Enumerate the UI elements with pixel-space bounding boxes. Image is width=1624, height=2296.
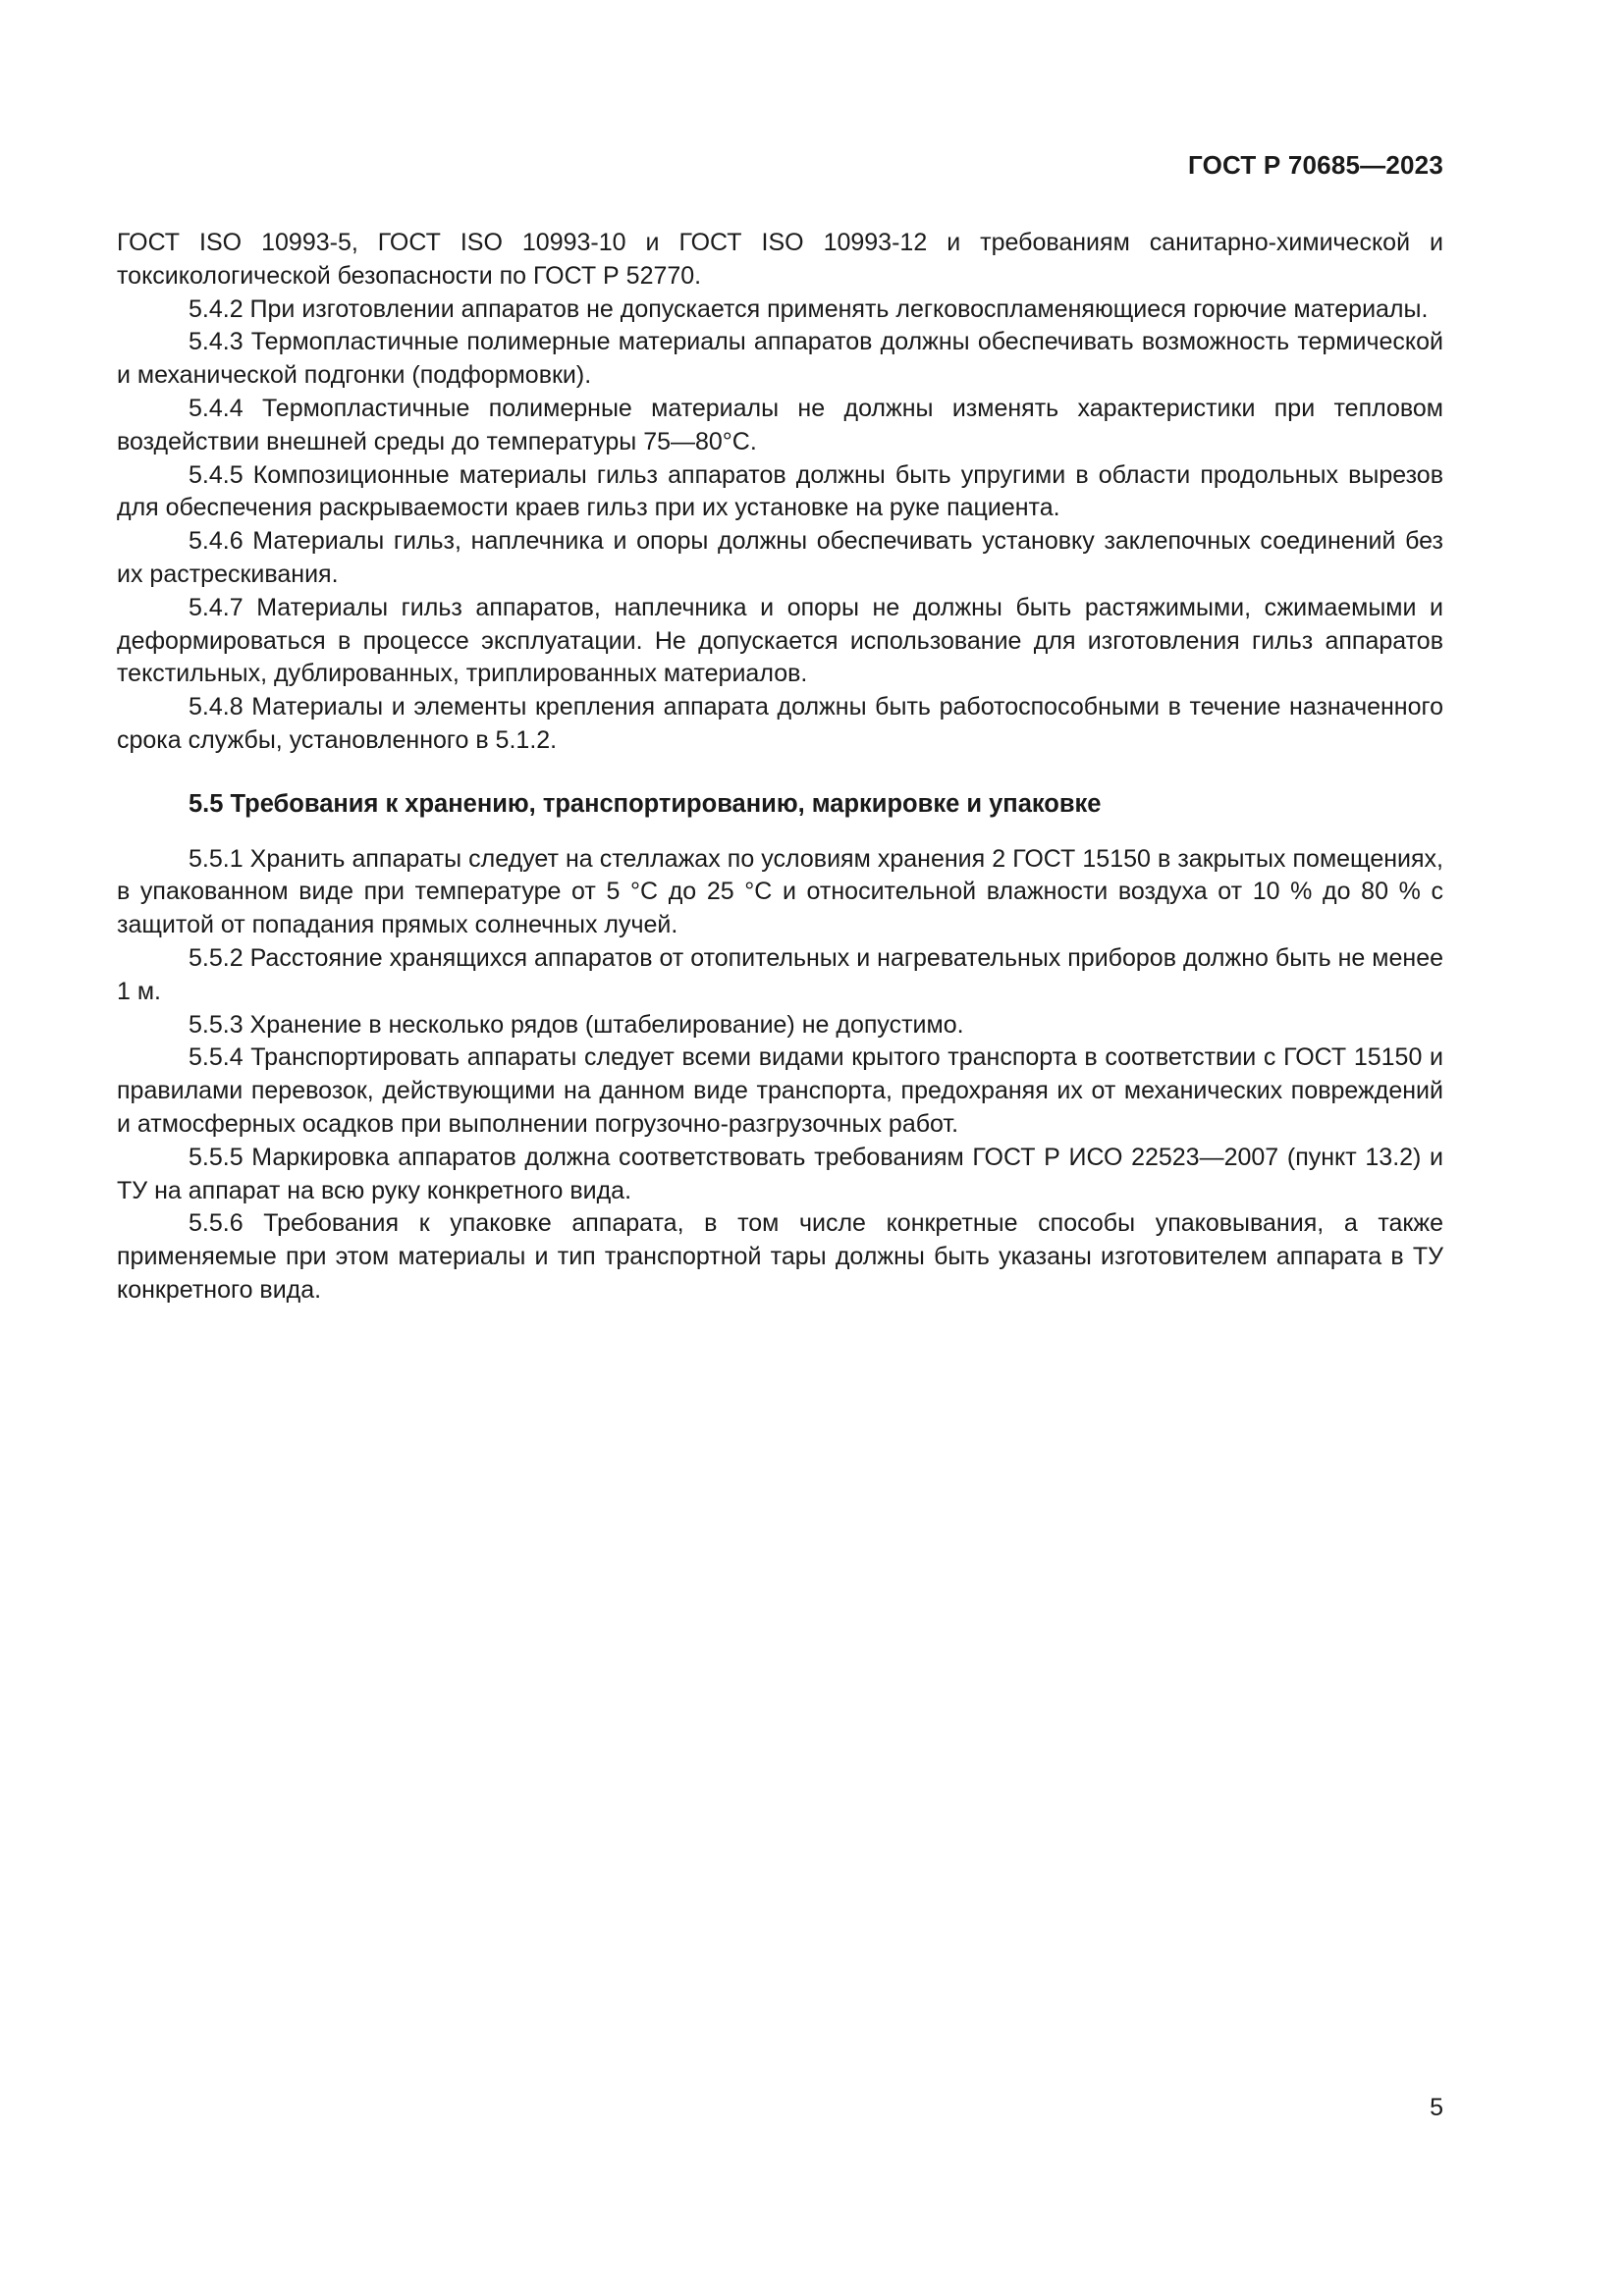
section-5-5-body (117, 843, 1443, 1308)
paragraph-5-4-6: 5.4.6 Материалы гильз, наплечника и опоры должны обеспечивать установку заклепочных соединений без их растрескивания. (117, 527, 1443, 588)
paragraph-5-4-7: 5.4.7 Материалы гильз аппаратов, наплечника и опоры не должны быть растяжимыми, сжимаемыми и деформироваться в процессе эксплуатации. Не допускается использование для изготовления гильз аппаратов текстильных, дублированных, триплированных материалов. (117, 593, 1443, 688)
paragraph-5-5-1: 5.5.1 Хранить аппараты следует на стеллажах по условиям хранения 2 ГОСТ 15150 в закрытых помещениях, в упакованном виде при температуре от 5 °С до 25 °С и относительной влажности воздуха от 10 % до 80 % с защитой от попадания прямых солнечных лучей. (117, 844, 1443, 939)
paragraph-5-5-3: 5.5.3 Хранение в несколько рядов (штабелирование) не допустимо. (189, 1010, 964, 1039)
paragraph-5-4-3: 5.4.3 Термопластичные полимерные материалы аппаратов должны обеспечивать возможность термической и механической подгонки (подформовки). (117, 328, 1443, 390)
paragraph-5-5-2: 5.5.2 Расстояние хранящихся аппаратов от отопительных и нагревательных приборов должно быть не менее 1 м. (117, 943, 1443, 1005)
paragraph-5-4-8: 5.4.8 Материалы и элементы крепления аппарата должны быть работоспособными в течение назначенного срока службы, установленного в 5.1.2. (117, 693, 1443, 754)
paragraph-5-5-6: 5.5.6 Требования к упаковке аппарата, в том числе конкретные способы упаковывания, а также применяемые при этом материалы и тип транспортной тары должны быть указаны изготовителем аппарата в ТУ конкретного вида. (117, 1209, 1443, 1304)
page-number: 5 (1430, 2094, 1443, 2121)
paragraph-5-4-1-continuation: ГОСТ ISO 10993-5, ГОСТ ISO 10993-10 и ГОСТ ISO 10993-12 и требованиям санитарно-химической и токсикологической безопасности по ГОСТ Р 52770. (117, 229, 1443, 290)
paragraph-5-4-2: 5.4.2 При изготовлении аппаратов не допускается применять легковоспламеняющиеся горючие материалы. (189, 294, 1429, 323)
section-heading-5-5: 5.5 Требования к хранению, транспортированию, маркировке и упаковке (189, 789, 1102, 818)
document-header: ГОСТ Р 70685—2023 (1188, 150, 1443, 180)
document-body (117, 227, 1443, 1308)
paragraph-5-5-4: 5.5.4 Транспортировать аппараты следует всеми видами крытого транспорта в соответствии с ГОСТ 15150 и правилами перевозок, действующими на данном виде транспорта, предохраняя их от механических повреждений и атмосферных осадков при выполнении погрузочно-разгрузочных работ. (117, 1043, 1443, 1138)
paragraph-5-5-5: 5.5.5 Маркировка аппаратов должна соответствовать требованиям ГОСТ Р ИСО 22523—2007 (пункт 13.2) и ТУ на аппарат на всю руку конкретного вида. (117, 1143, 1443, 1204)
paragraph-5-4-5: 5.4.5 Композиционные материалы гильз аппаратов должны быть упругими в области продольных вырезов для обеспечения раскрываемости краев гильз при их установке на руке пациента. (117, 460, 1443, 522)
paragraph-5-4-4: 5.4.4 Термопластичные полимерные материалы не должны изменять характеристики при тепловом воздействии внешней среды до температуры 75—80°С. (117, 394, 1443, 455)
